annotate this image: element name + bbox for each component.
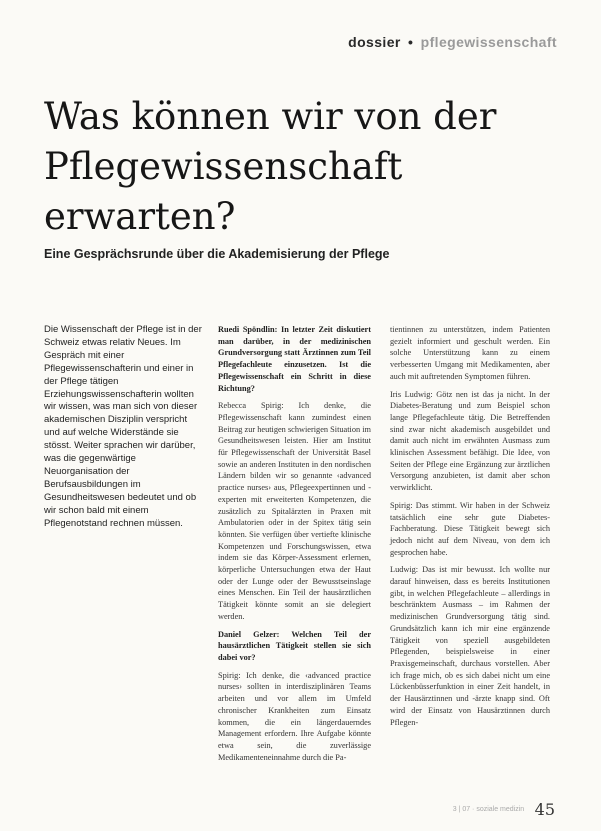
- interview-answer: Rebecca Spirig: Ich denke, die Pflegewissenschaft kann zumindest einen Beitrag zur heutigen schwierigen Situation im Gesundheitswesen leisten. Hier am Institut für Pflegewissenschaft der Universität Basel sowie an anderen Instituten in den nordischen Ländern bilden wir so genannte ‹advanced practice nurses› aus, Pflegeexpertinnen und -experten mit erweiterten Kompetenzen, die zusätzlich zu Spitalärzten in Praxen mit Ambulatorien oder in der Spitex tätig sein könnten. Sie verfügen über vertiefte klinische Kompetenzen und Forschungswissen, etwa indem sie das Körper-Assessment erlernen, körperliche Untersuchungen etwa der Haut oder der Lunge oder der Bewusstseinslage eines Menschen. Ein Teil der hausärztlichen Tätigkeit könnte somit an sie delegiert werden.: [218, 401, 371, 621]
- article-subtitle: Eine Gesprächsrunde über die Akademisierung der Pflege: [44, 247, 390, 261]
- article-title: Was können wir von der Pflegewissenschaft erwarten?: [44, 95, 497, 238]
- interview-answer: Ludwig: Das ist mir bewusst. Ich wollte nur darauf hinweisen, dass es bereits Institutionen gibt, in welchen Pflegefachleute – allerdings in beschränktem Ausmass – im Rahmen der medizinischen Grundversorgung tätig sind. Grundsätzlich kann ich mir eine ergänzende Tätigkeit von speziell ausgebildeten Pflegenden, beispielsweise in einer Praxisgemeinschaft, durchaus vorstellen. Aber ich frage mich, ob es sich dabei nicht um eine Lückenbüsserfunktion in einer Zeit handelt, in der Hausärztinnen und -ärzte knapp sind. Oft wird der Einsatz von Hausärztinnen durch Pflegen-: [390, 565, 550, 727]
- section-topic: pflegewissenschaft: [420, 34, 557, 50]
- page-footer: [453, 800, 555, 819]
- page-number: 45: [534, 800, 555, 819]
- interview-answer: tientinnen zu unterstützen, indem Patienten gezielt informiert und geschult werden. Ein solche Unterstützung kann zu einem verbesserten Umgang mit Medikamenten, aber auch mit auftretenden Symptomen führen.: [390, 325, 550, 381]
- body-column-3: [390, 324, 550, 734]
- bullet-separator: •: [408, 34, 414, 50]
- interview-answer: Iris Ludwig: Götz nen ist das ja nicht. In der Diabetes-Beratung und zum Beispiel schon lange Pflegefachleute tätig. Die Betreffenden sind zwar nicht akademisch ausgebildet und damit auch nicht im erwähnten Ausmass zum klinischen Assessment befähigt. Die Idee, von Seiten der Pflege eine Ergänzung zur ärztlichen Versorgung anzubieten, ist damit aber schon verwirklicht.: [390, 389, 550, 493]
- section-header: [348, 34, 557, 50]
- interview-answer: Spirig: Ich denke, die ‹advanced practice nurses› sollten in interdisziplinären Teams arbeiten und vor allem im Umfeld chronischer Krankheiten zum Einsatz kommen, die ein längerdauerndes Management erfordern. Ihre Aufgabe könnte etwa sein, die zuverlässige Medikamenteneinnahme durch die Pa-: [218, 670, 371, 762]
- interview-answer: Spirig: Das stimmt. Wir haben in der Schweiz tatsächlich eine sehr gute Diabetes-Fachberatung. Diese Tätigkeit bewegt sich jedoch nicht auf dem Niveau, von dem ich gesprochen habe.: [390, 500, 550, 557]
- interview-question: Ruedi Spöndlin: In letzter Zeit diskutiert man darüber, in der medizinischen Grundversorgung statt Ärztinnen zum Teil Pflegefachleute einzusetzen. Ist die Pflegewissenschaft ein Schritt in diese Richtung?: [218, 325, 371, 393]
- publication-name: 3 | 07 · soziale medizin: [452, 806, 525, 813]
- interview-question: Daniel Gelzer: Welchen Teil der hausärztlichen Tätigkeit stellen sie sich dabei vor?: [218, 629, 371, 662]
- section-label: dossier: [348, 34, 401, 50]
- body-column-2: [218, 324, 371, 769]
- article-lead: Die Wissenschaft der Pflege ist in der Schweiz etwas relativ Neues. Im Gespräch mit einer Pflegewissenschafterin und einer in der Pflege tätigen Erziehungswissenschafterin wollten wir wissen, was man sich von dieser akademischen Disziplin verspricht und auf welche Widerstände sie stösst. Weiter sprachen wir darüber, was die gegenwärtige Neuorganisation der Berufsausbildungen im Gesundheitswesen bedeutet und ob wir schon bald mit einem Pflegenotstand rechnen müssen.: [44, 324, 202, 529]
